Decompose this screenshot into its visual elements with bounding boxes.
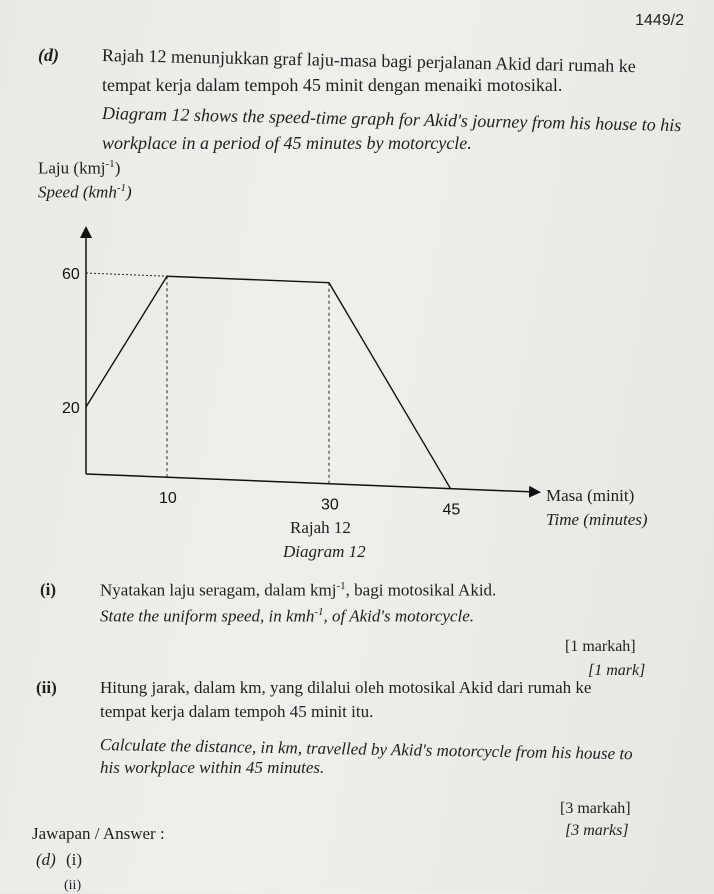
answer-i: (i)	[66, 850, 83, 869]
q2-text-ms-line1: Hitung jarak, dalam km, yang dilalui oleh motosikal Akid dari rumah ke	[100, 678, 592, 697]
q2-text-ms-line2: tempat kerja dalam tempoh 45 minit itu.	[100, 702, 374, 721]
answer-label: Jawapan / Answer :	[32, 824, 165, 843]
x-axis-label-en: Time (minutes)	[546, 510, 648, 529]
intro-en-line2: workplace in a period of 45 minutes by motorcycle.	[102, 133, 472, 153]
part-d-label: (d)	[38, 45, 59, 65]
x-tick-45: 45	[442, 501, 461, 519]
q2-mark-ms: [3 markah]	[560, 800, 631, 817]
intro-ms-line2: tempat kerja dalam tempoh 45 minit dengan menaiki motosikal.	[102, 75, 563, 95]
diagram-caption-ms: Rajah 12	[290, 518, 351, 537]
x-axis	[86, 474, 535, 492]
q2-text-en-line2: his workplace within 45 minutes.	[100, 758, 325, 777]
intro-ms-line1: Rajah 12 menunjukkan graf laju-masa bagi perjalanan Akid dari rumah ke	[101, 45, 636, 77]
y-tick-20: 20	[62, 400, 80, 417]
q2-number: (ii)	[36, 678, 57, 697]
guide-lines	[86, 273, 329, 484]
intro-en-line1: Diagram 12 shows the speed-time graph for Akid's journey from his house to his	[101, 103, 682, 136]
q1-text-en: State the uniform speed, in kmh$^{-1}$, of Akid's motorcycle.	[100, 606, 474, 626]
paper-code: 1449/2	[635, 12, 684, 29]
q1-mark-en: [1 mark]	[588, 662, 646, 679]
answer-part-d: (d)	[36, 850, 56, 869]
answer-ii: (ii)	[64, 878, 82, 893]
guide-horizontal-60	[86, 273, 167, 276]
x-axis-label-ms: Masa (minit)	[546, 486, 635, 505]
q2-text-en-line1: Calculate the distance, in km, travelled by Akid's motorcycle from his house to	[99, 735, 633, 764]
x-tick-30: 30	[321, 496, 339, 514]
diagram-caption-en: Diagram 12	[283, 542, 366, 561]
x-tick-10: 10	[159, 490, 177, 508]
q1-mark-ms: [1 markah]	[565, 638, 636, 655]
q1-text-ms: Nyatakan laju seragam, dalam kmj$^{-1}$, bagi motosikal Akid.	[100, 580, 497, 600]
speed-line	[86, 276, 451, 488]
y-axis-label-en: Speed (kmh$^{-1}$)	[38, 182, 132, 202]
q1-number: (i)	[40, 580, 57, 599]
q2-mark-en: [3 marks]	[565, 822, 629, 839]
y-tick-60: 60	[62, 266, 80, 283]
y-axis-label-ms: Laju (kmj$^{-1}$)	[38, 158, 121, 178]
